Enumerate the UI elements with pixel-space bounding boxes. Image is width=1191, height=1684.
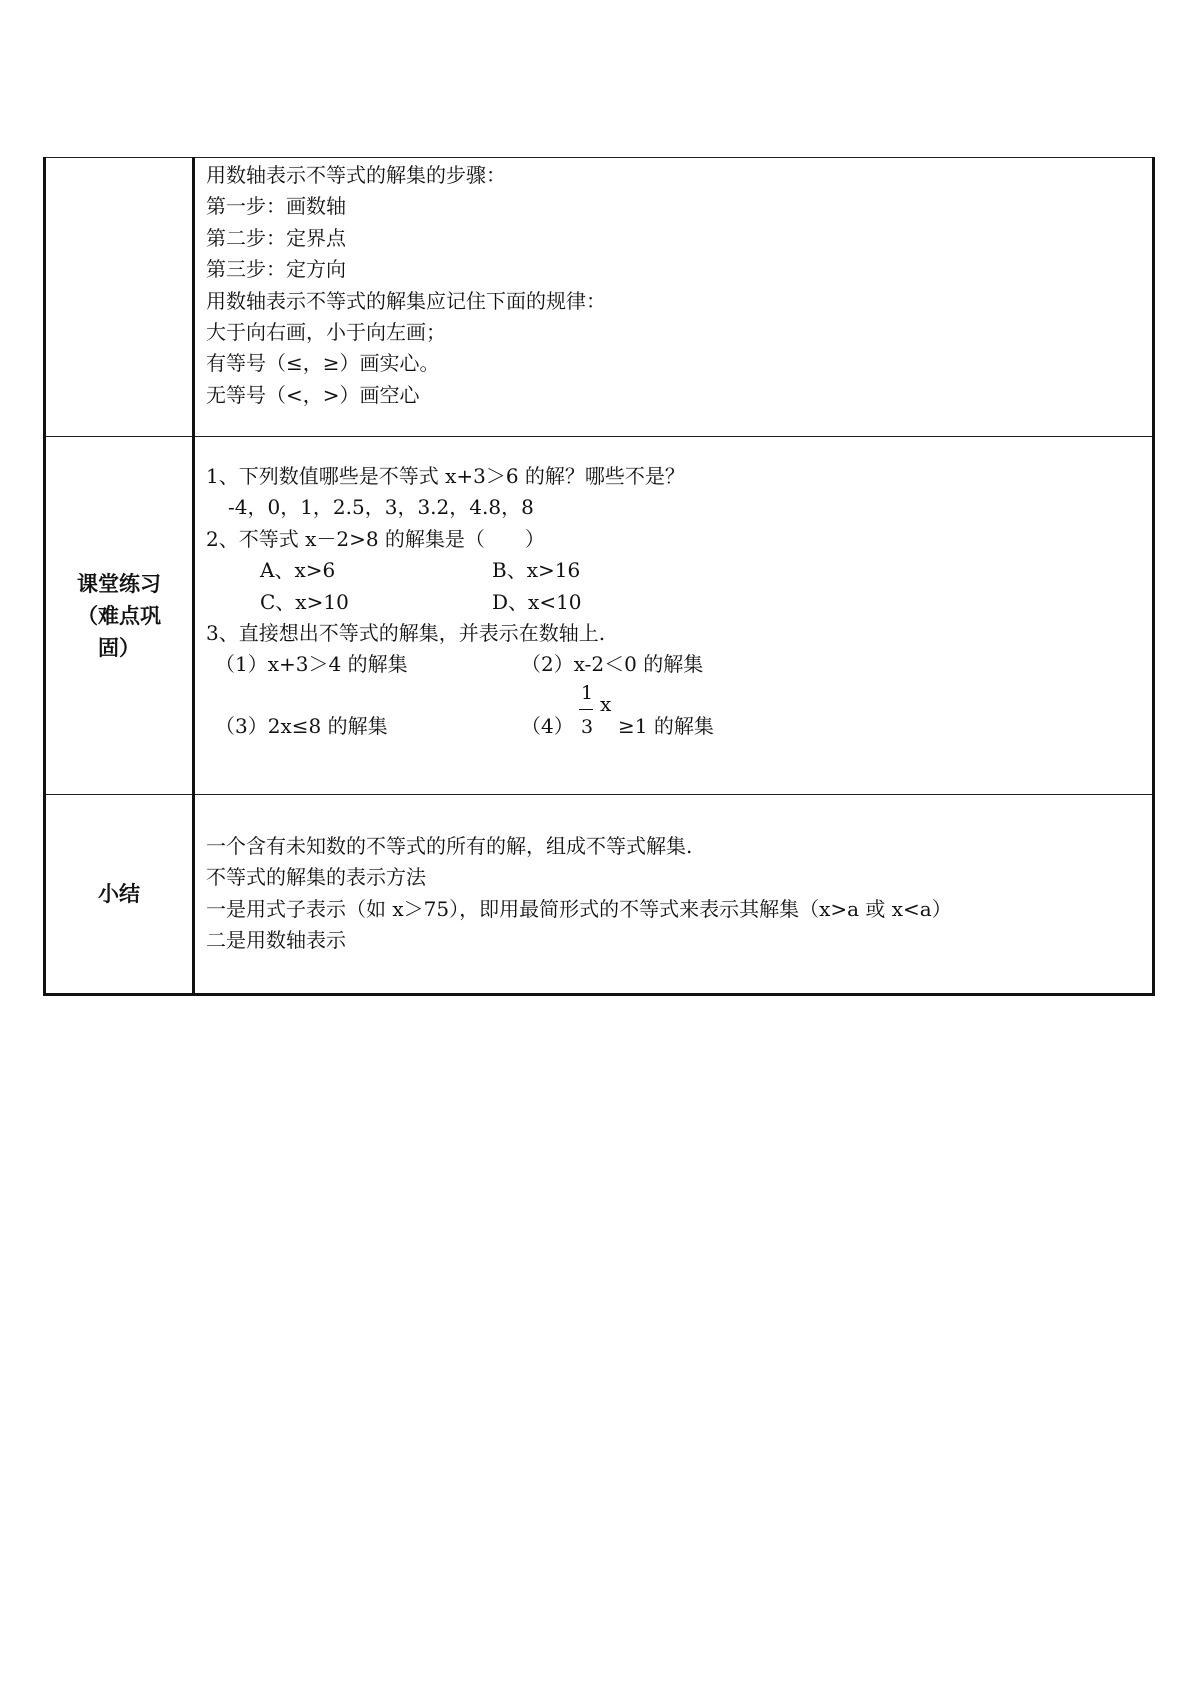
steps-line: 第三步：定方向 [206,257,346,282]
question-1: 1、下列数值哪些是不等式 x+3＞6 的解？哪些不是？ [206,464,685,488]
summary-label-cell [45,795,194,995]
summary-line: 一是用式子表示（如 x＞75），即用最简形式的不等式来表示其解集（x>a 或 x<a） [206,896,952,921]
question-3-parts-34 [206,681,1152,749]
choice-c: C、x>10 [260,589,349,614]
steps-line: 无等号（<，>）画空心 [206,382,420,407]
practice-label-line: 固） [98,635,140,660]
choice-d: D、x<10 [492,589,582,614]
question-2: 2、不等式 x－2>8 的解集是（ ） [206,526,545,551]
fraction-numerator: 1 [580,681,594,704]
fraction-denominator: 3 [580,715,594,738]
steps-line: 用数轴表示不等式的解集应记住下面的规律： [206,288,606,313]
steps-line: 第二步：定界点 [206,225,346,250]
summary-line: 不等式的解集的表示方法 [206,865,426,890]
question-2-choices-cd [206,587,1152,618]
practice-content [195,437,1152,794]
lesson-table [43,157,1155,996]
summary-content [195,795,1152,993]
choice-a: A、x>6 [260,558,336,583]
steps-content [195,158,1152,436]
fraction-variable: x [600,691,612,716]
practice-label-cell [45,437,194,795]
summary-label: 小结 [98,882,140,906]
steps-content-cell [194,158,1154,437]
steps-line: 用数轴表示不等式的解集的步骤： [206,163,506,187]
question-3-part-4-suffix: ≥1 的解集 [618,714,714,739]
practice-label-line: （难点巩 [77,603,161,628]
question-3-part-4-prefix: （4） [521,714,574,739]
practice-row [45,437,1154,795]
practice-label-line: 课堂练习 [77,571,161,596]
summary-row [45,795,1154,995]
steps-line: 有等号（≤，≥）画实心。 [206,351,440,376]
summary-content-cell [194,795,1154,995]
steps-line: 大于向右画，小于向左画； [206,320,446,345]
steps-row [45,158,1154,437]
question-3-part-2: （2）x-2＜0 的解集 [521,652,704,677]
summary-line: 二是用数轴表示 [206,928,346,953]
summary-line: 一个含有未知数的不等式的所有的解，组成不等式解集. [206,834,693,858]
steps-label-cell [45,158,194,437]
choice-b: B、x>16 [492,558,581,583]
practice-label [64,568,174,664]
question-3-parts-12 [206,649,1152,680]
question-3-part-3: （3）2x≤8 的解集 [215,714,388,739]
question-3: 3、直接想出不等式的解集，并表示在数轴上. [206,621,606,646]
practice-content-cell [194,437,1154,795]
question-1-values: -4，0，1，2.5，3，3.2，4.8，8 [228,495,534,520]
question-2-choices-ab [206,555,1152,586]
steps-line: 第一步：画数轴 [206,194,346,219]
fraction-bar [579,709,593,710]
question-3-part-1: （1）x+3＞4 的解集 [215,652,408,677]
